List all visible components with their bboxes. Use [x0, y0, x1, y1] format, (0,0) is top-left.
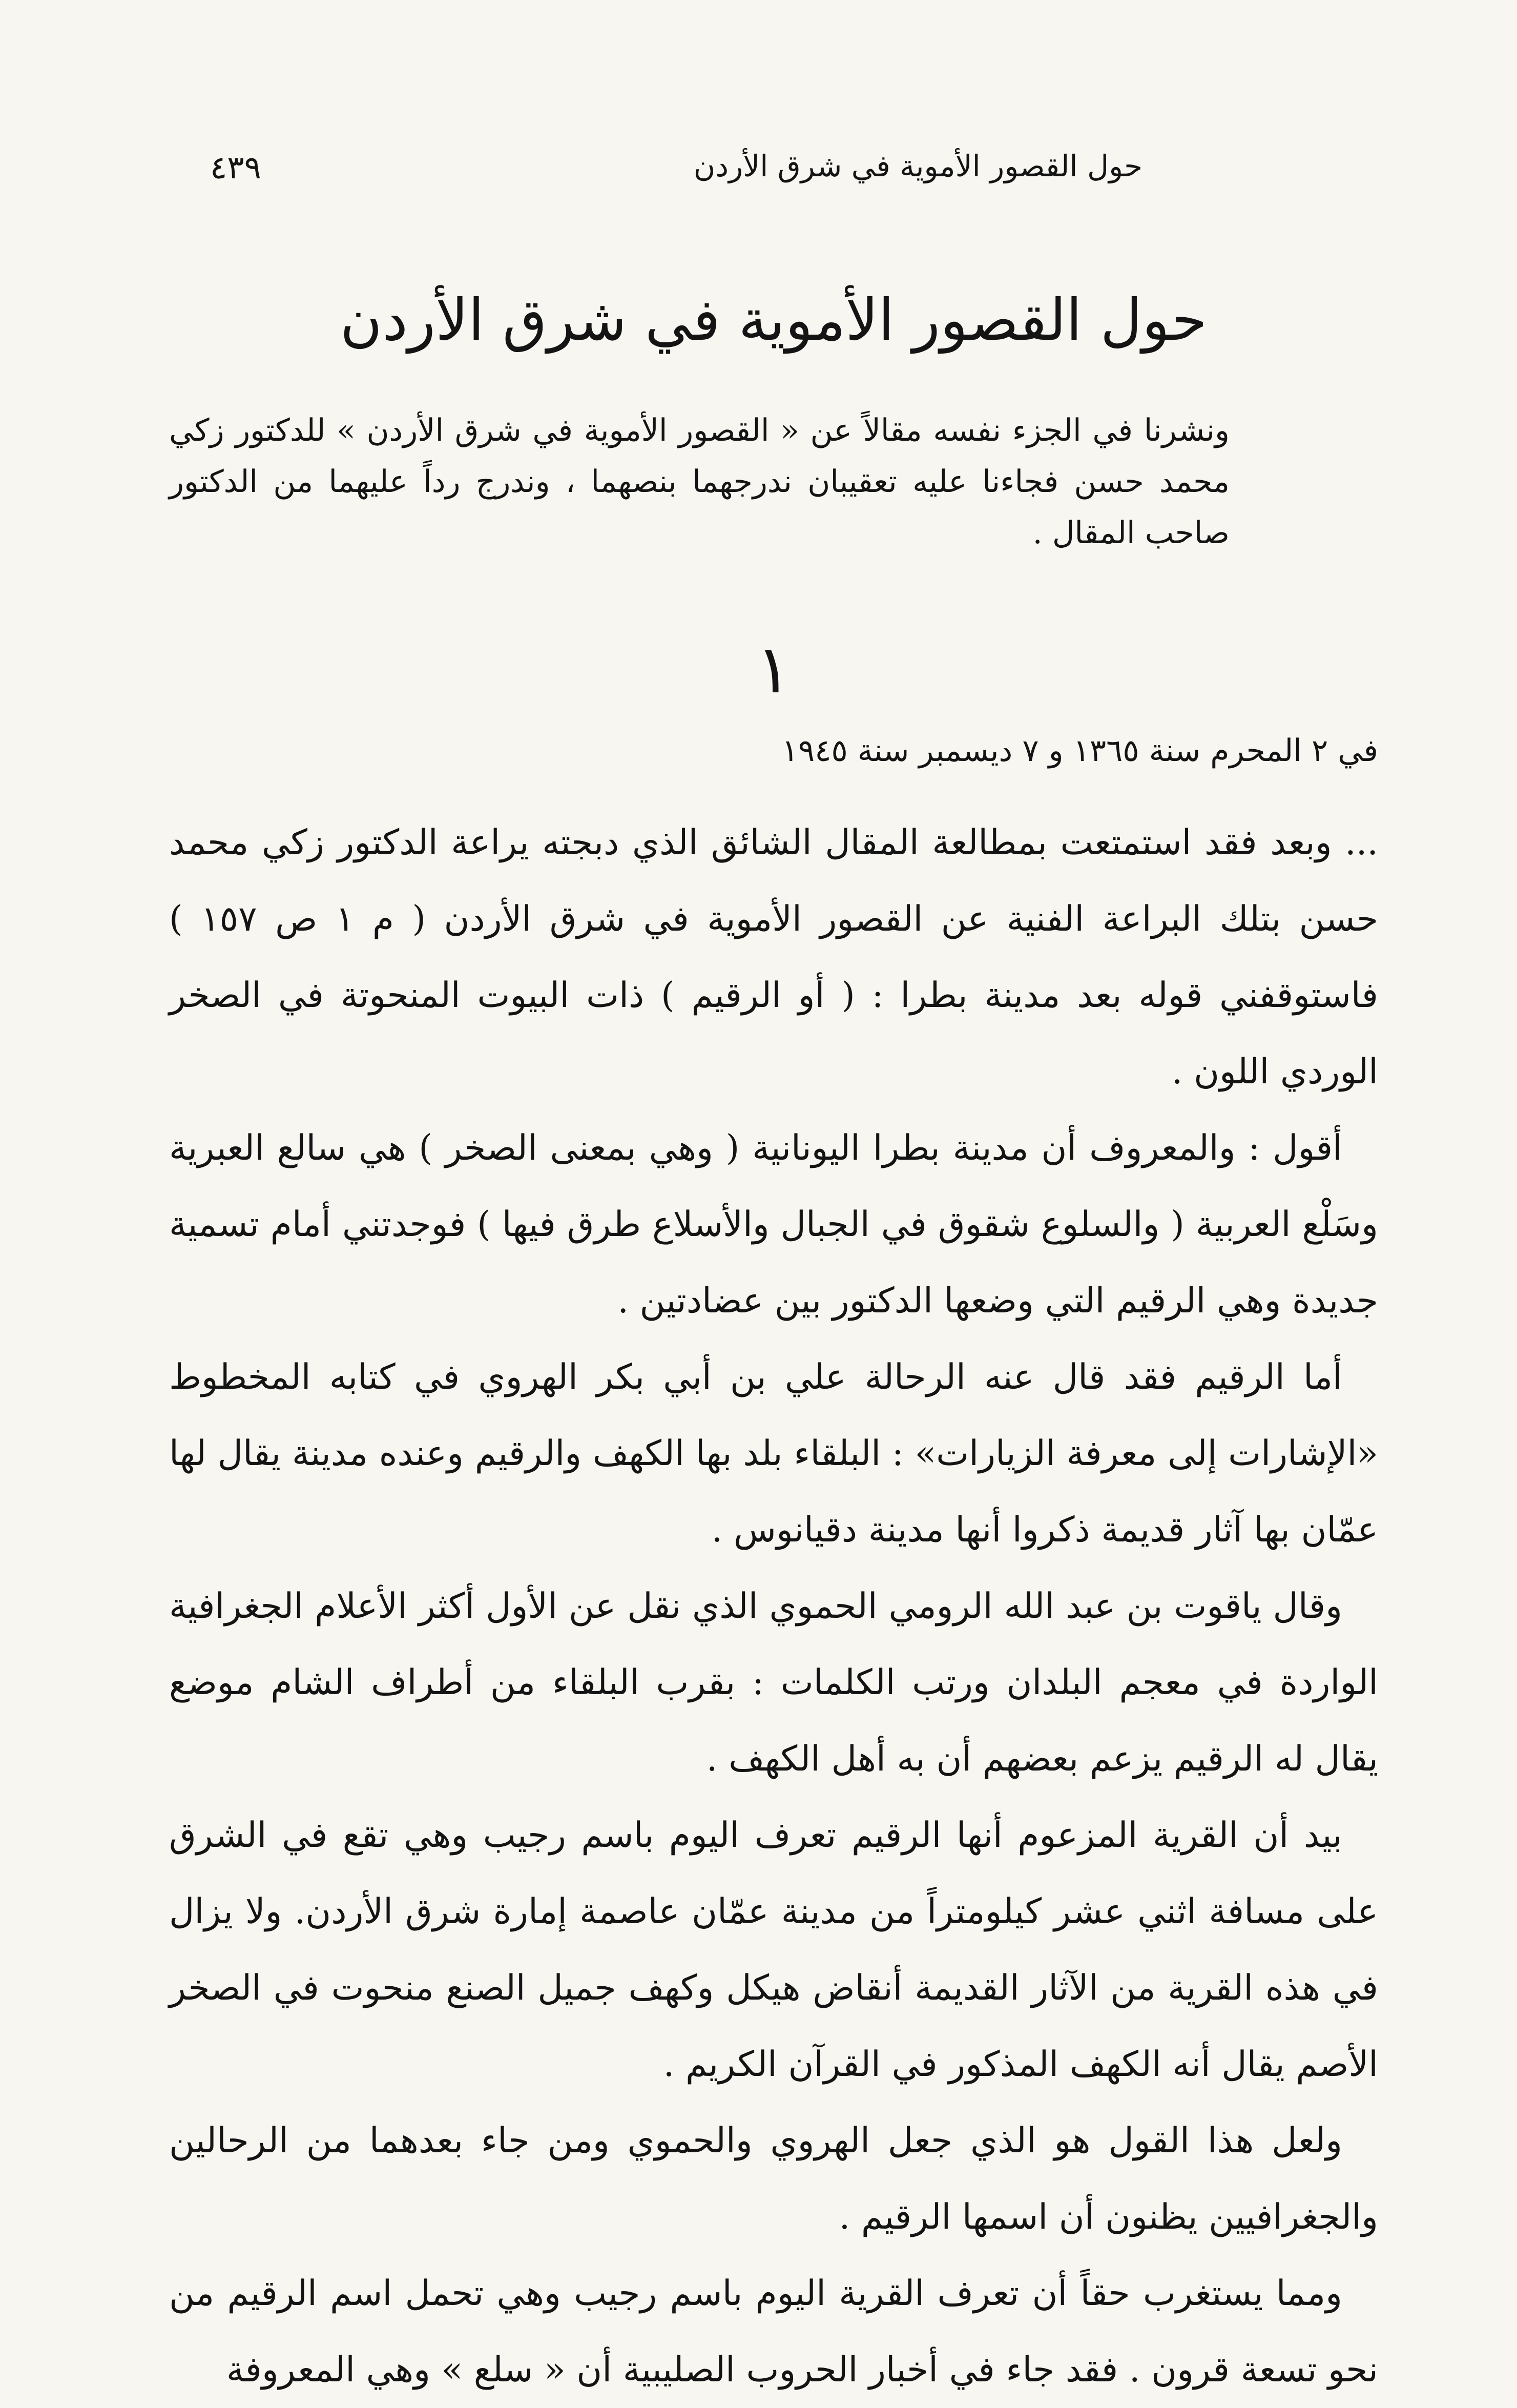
- section-number: ١: [756, 630, 792, 708]
- running-title: حول القصور الأموية في شرق الأردن: [693, 149, 1142, 183]
- paragraph: بيد أن القرية المزعوم أنها الرقيم تعرف اليوم باسم رجيب وهي تقع في الشرق على مسافة اثني عشر كيلومتراً من مدينة عمّان عاصمة إمارة شرق الأردن. ولا يزال في هذه القرية من الآثار القديمة أنقاض هيكل وكهف جميل الصنع منحوت في الصخر الأصم يقال أنه الكهف المذكور في القرآن الكريم .: [169, 1815, 1378, 2085]
- paragraph: وقال ياقوت بن عبد الله الرومي الحموي الذي نقل عن الأول أكثر الأعلام الجغرافية الواردة في معجم البلدان ورتب الكلمات : بقرب البلقاء من أطراف الشام موضع يقال له الرقيم يزعم بعضهم أن به أهل الكهف .: [169, 1586, 1378, 1779]
- article-body: [169, 805, 1378, 2408]
- article-title: حول القصور الأموية في شرق الأردن: [340, 287, 1208, 354]
- paragraph: أما الرقيم فقد قال عنه الرحالة علي بن أبي بكر الهروي في كتابه المخطوط «الإشارات إلى معرفة الزيارات» : البلقاء بلد بها الكهف والرقيم وعنده مدينة يقال لها عمّان بها آثار قديمة ذكروا أنها مدينة دقيانوس .: [169, 1357, 1378, 1550]
- editor-note: ونشرنا في الجزء نفسه مقالاً عن « القصور الأموية في شرق الأردن » للدكتور زكي محمد حسن فجاءنا عليه تعقيبان ندرجهما بنصهما ، وندرج رداً عليهما من الدكتور صاحب المقال .: [169, 413, 1230, 551]
- paragraph: ولعل هذا القول هو الذي جعل الهروي والحموي ومن جاء بعدهما من الرحالين والجغرافيين يظنون أن اسمها الرقيم .: [169, 2121, 1378, 2237]
- dateline: في ٢ المحرم سنة ١٣٦٥ و ٧ ديسمبر سنة ١٩٤٥: [781, 733, 1378, 769]
- paragraph: ... وبعد فقد استمتعت بمطالعة المقال الشائق الذي دبجته يراعة الدكتور زكي محمد حسن بتلك البراعة الفنية عن القصور الأموية في شرق الأردن ( م ١ ص ١٥٧ ) فاستوقفني قوله بعد مدينة بطرا : ( أو الرقيم ) ذات البيوت المنحوتة في الصخر الوردي اللون .: [169, 822, 1378, 1092]
- book-page: [169, 0, 1378, 2390]
- paragraph: ومما يستغرب حقاً أن تعرف القرية اليوم باسم رجيب وهي تحمل اسم الرقيم من نحو تسعة قرون . فقد جاء في أخبار الحروب الصليبية أن « سلع » وهي المعروفة: [169, 2273, 1378, 2390]
- running-header: [169, 149, 1378, 205]
- paragraph: أقول : والمعروف أن مدينة بطرا اليونانية ( وهي بمعنى الصخر ) هي سالع العبرية وسَلْع العربية ( والسلوع شقوق في الجبال والأسلاع طرق فيها ) فوجدتني أمام تسمية جديدة وهي الرقيم التي وضعها الدكتور بين عضادتين .: [169, 1128, 1378, 1321]
- page-number: ٤٣٩: [210, 149, 261, 186]
